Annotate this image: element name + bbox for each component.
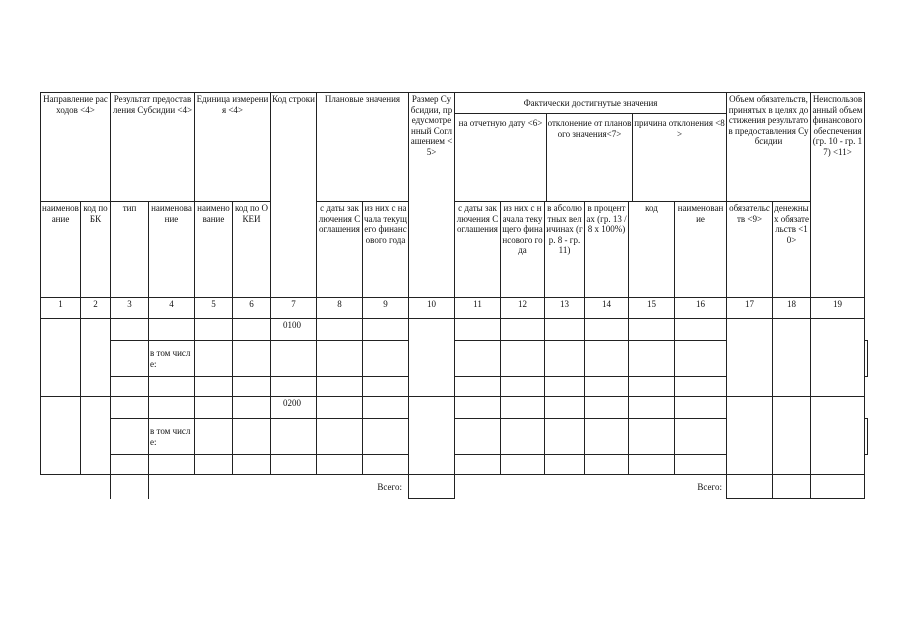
cell[interactable] <box>271 455 317 475</box>
col-number: 15 <box>629 298 675 319</box>
including-label: в том числе: <box>149 419 195 455</box>
cell[interactable] <box>271 377 317 397</box>
header-kbk-code: код по БК <box>81 202 111 298</box>
cell[interactable] <box>545 319 585 341</box>
cell[interactable] <box>149 455 195 475</box>
total-unused[interactable] <box>811 475 865 499</box>
header-absolute: в абсолютных величинах (гр. 8 - гр. 11) <box>545 202 585 298</box>
header-percent: в процентах (гр. 13 / 8 х 100%) <box>585 202 629 298</box>
cell-monetary[interactable] <box>773 397 811 475</box>
cell[interactable] <box>271 419 317 455</box>
cell[interactable] <box>501 419 545 455</box>
cell[interactable] <box>629 377 675 397</box>
col-number: 13 <box>545 298 585 319</box>
cell[interactable] <box>271 341 317 377</box>
cell[interactable] <box>317 397 363 419</box>
line-code-cell: 0200 <box>271 397 317 419</box>
header-subsidy-amount: Размер Субсидии, предусмотренный Соглашением <5> <box>409 93 455 298</box>
total-subsidy-amount[interactable] <box>409 475 455 499</box>
line-code-cell: 0100 <box>271 319 317 341</box>
cell[interactable] <box>545 419 585 455</box>
cell-monetary[interactable] <box>773 319 811 397</box>
header-name2: наименование <box>149 202 195 298</box>
header-reason-code: код <box>629 202 675 298</box>
cell[interactable] <box>363 341 409 377</box>
cell[interactable] <box>195 455 233 475</box>
col-number: 3 <box>111 298 149 319</box>
cell[interactable] <box>501 319 545 341</box>
header-type: тип <box>111 202 149 298</box>
cell[interactable] <box>585 397 629 419</box>
cell[interactable] <box>455 455 501 475</box>
cell-kbk-code[interactable] <box>81 319 111 397</box>
header-from-agreement-date: с даты заключения Соглашения <box>317 202 363 298</box>
cell[interactable] <box>455 319 501 341</box>
col-number: 11 <box>455 298 501 319</box>
cell[interactable] <box>233 397 271 419</box>
cell[interactable] <box>675 419 727 455</box>
including-label: в том числе: <box>149 341 195 377</box>
cell[interactable] <box>111 397 149 419</box>
cell[interactable] <box>629 319 675 341</box>
col-number: 17 <box>727 298 773 319</box>
cell[interactable] <box>317 377 363 397</box>
cell[interactable] <box>585 377 629 397</box>
cell[interactable] <box>865 341 868 377</box>
cell[interactable] <box>585 341 629 377</box>
cell-direction-name[interactable] <box>41 319 81 397</box>
cell[interactable] <box>629 455 675 475</box>
col-number: 9 <box>363 298 409 319</box>
cell[interactable] <box>111 319 149 341</box>
cell[interactable] <box>233 377 271 397</box>
col-number: 12 <box>501 298 545 319</box>
col-number: 16 <box>675 298 727 319</box>
cell[interactable] <box>111 455 149 475</box>
cell[interactable] <box>629 341 675 377</box>
col-number: 2 <box>81 298 111 319</box>
cell[interactable] <box>501 377 545 397</box>
header-on-reporting-date: на отчетную дату <6> <box>455 114 547 201</box>
cell[interactable] <box>149 377 195 397</box>
col-number: 4 <box>149 298 195 319</box>
cell[interactable] <box>363 377 409 397</box>
cell[interactable] <box>629 419 675 455</box>
cell[interactable] <box>455 377 501 397</box>
header-monetary: денежных обязательств <10> <box>773 202 811 298</box>
cell[interactable] <box>233 455 271 475</box>
subsidy-report-table <box>40 92 868 499</box>
cell[interactable] <box>111 341 149 377</box>
cell[interactable] <box>455 341 501 377</box>
cell[interactable] <box>317 341 363 377</box>
cell-binding[interactable] <box>727 319 773 397</box>
total-label: Всего: <box>149 475 409 499</box>
cell[interactable] <box>585 419 629 455</box>
total-monetary[interactable] <box>773 475 811 499</box>
header-deviation-reason: причина отклонения <8> <box>634 118 725 139</box>
cell[interactable] <box>455 419 501 455</box>
cell[interactable] <box>233 319 271 341</box>
total-label-2: Всего: <box>455 475 727 499</box>
header-okei-code: код по ОКЕИ <box>233 202 271 298</box>
col-number: 5 <box>195 298 233 319</box>
header-unit: Единица измерения <4> <box>195 93 271 202</box>
column-numbers-row <box>41 298 868 319</box>
cell[interactable] <box>629 397 675 419</box>
header-subsidy-result: Результат предоставления Субсидии <4> <box>111 93 195 202</box>
cell[interactable] <box>363 455 409 475</box>
total-row <box>41 475 868 499</box>
cell-direction-name[interactable] <box>41 397 81 475</box>
header-unused: Неиспользованный объем финансового обеспечения (гр. 10 - гр. 17) <11> <box>811 93 865 298</box>
cell[interactable] <box>865 419 868 455</box>
cell[interactable] <box>545 341 585 377</box>
header-obligations: Объем обязательств, принятых в целях достижения результатов предоставления Субсидии <box>727 93 811 202</box>
cell-kbk-code[interactable] <box>81 397 111 475</box>
cell[interactable] <box>501 341 545 377</box>
cell[interactable] <box>111 419 149 455</box>
header-from-fy-start: из них с начала текущего финансового года <box>363 202 409 298</box>
cell[interactable] <box>675 397 727 419</box>
cell[interactable] <box>545 397 585 419</box>
cell[interactable] <box>233 341 271 377</box>
col-number: 1 <box>41 298 81 319</box>
col-number: 19 <box>811 298 865 319</box>
cell[interactable] <box>585 455 629 475</box>
cell[interactable] <box>455 397 501 419</box>
cell[interactable] <box>195 377 233 397</box>
cell[interactable] <box>317 319 363 341</box>
total-binding[interactable] <box>727 475 773 499</box>
table-row <box>41 397 868 419</box>
blank <box>41 475 111 499</box>
table-row <box>41 319 868 341</box>
header-binding: обязательств <9> <box>727 202 773 298</box>
cell[interactable] <box>585 319 629 341</box>
header-expense-direction: Направление расходов <4> <box>41 93 111 202</box>
header-name: наименование <box>41 202 81 298</box>
header-reason-name: наименование <box>675 202 727 298</box>
cell-subsidy-amount[interactable] <box>409 397 455 475</box>
blank <box>111 475 149 499</box>
cell-unused[interactable] <box>811 319 865 397</box>
cell[interactable] <box>363 319 409 341</box>
cell[interactable] <box>233 419 271 455</box>
cell[interactable] <box>501 455 545 475</box>
header-actual-from-agreement: с даты заключения Соглашения <box>455 202 501 298</box>
col-number: 6 <box>233 298 271 319</box>
cell[interactable] <box>195 419 233 455</box>
header-unit-name: наименование <box>195 202 233 298</box>
cell[interactable] <box>675 377 727 397</box>
cell[interactable] <box>195 397 233 419</box>
header-actual-from-fy-start: из них с начала текущего финансового года <box>501 202 545 298</box>
cell[interactable] <box>317 419 363 455</box>
cell[interactable] <box>545 455 585 475</box>
cell[interactable] <box>363 397 409 419</box>
cell[interactable] <box>195 341 233 377</box>
cell[interactable] <box>363 419 409 455</box>
cell[interactable] <box>149 319 195 341</box>
cell[interactable] <box>195 319 233 341</box>
cell[interactable] <box>149 397 195 419</box>
col-number: 8 <box>317 298 363 319</box>
cell-subsidy-amount[interactable] <box>409 319 455 397</box>
actual-values-title: Фактически достигнутые значения <box>455 93 726 114</box>
col-number: 10 <box>409 298 455 319</box>
cell[interactable] <box>317 455 363 475</box>
cell[interactable] <box>675 455 727 475</box>
header-actual-values <box>455 93 727 202</box>
cell-binding[interactable] <box>727 397 773 475</box>
cell[interactable] <box>545 377 585 397</box>
cell[interactable] <box>675 319 727 341</box>
header-planned-values: Плановые значения <box>317 93 409 202</box>
col-number: 7 <box>271 298 317 319</box>
col-number: 14 <box>585 298 629 319</box>
cell[interactable] <box>111 377 149 397</box>
col-number: 18 <box>773 298 811 319</box>
header-line-code: Код строки <box>271 93 317 298</box>
cell[interactable] <box>675 341 727 377</box>
header-deviation: отклонение от планового значения<7> <box>547 114 633 201</box>
cell-unused[interactable] <box>811 397 865 475</box>
cell[interactable] <box>501 397 545 419</box>
